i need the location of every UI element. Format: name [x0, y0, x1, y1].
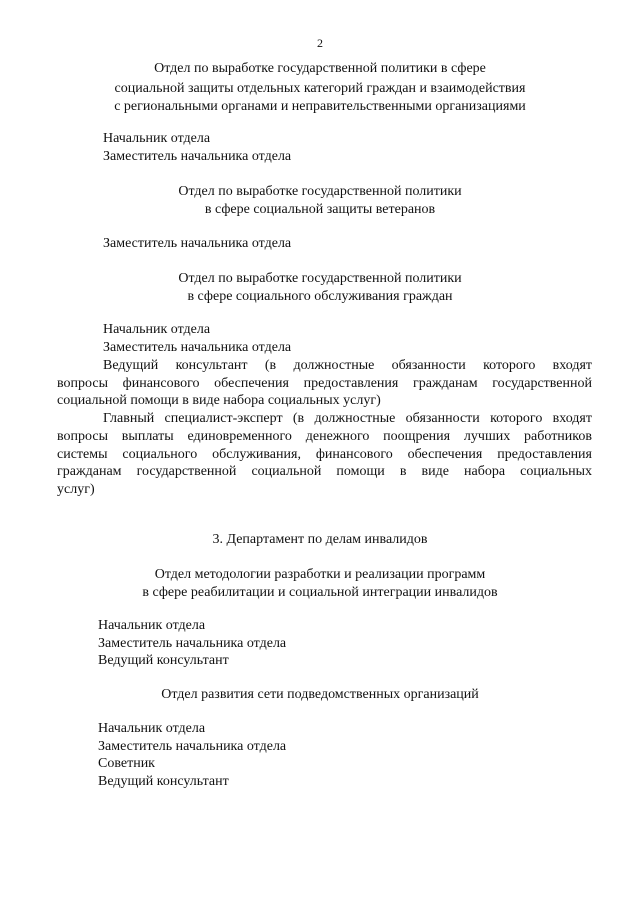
department-title: 3. Департамент по делам инвалидов	[212, 532, 428, 547]
position-head-of-department: Начальник отдела	[103, 131, 211, 146]
page-number: 2	[317, 36, 323, 50]
position-advisor: Советник	[98, 756, 155, 771]
paragraph-lead-consultant-line-2: вопросы финансового обеспечения предоставления гражданам государственной	[57, 376, 592, 391]
position-head-of-department: Начальник отдела	[98, 618, 206, 633]
section-2-heading-line-1: Отдел по выработке государственной политики	[178, 184, 462, 199]
paragraph-lead-consultant-line-3: социальной помощи в виде набора социальных услуг)	[57, 393, 381, 408]
section-3-heading-line-2: в сфере социального обслуживания граждан	[187, 289, 453, 304]
position-deputy-head: Заместитель начальника отдела	[103, 149, 292, 164]
paragraph-chief-specialist-line-4: гражданам государственной социальной помощи в виде набора социальных	[57, 464, 592, 479]
section-1-heading-line-2: социальной защиты отдельных категорий граждан и взаимодействия	[114, 81, 526, 96]
section-2-heading-line-2: в сфере социальной защиты ветеранов	[204, 202, 436, 217]
position-head-of-department: Начальник отдела	[103, 322, 211, 337]
section-1-heading-line-3: с региональными органами и неправительственными организациями	[114, 99, 526, 114]
section-4-heading-line-1: Отдел методологии разработки и реализации программ	[154, 567, 486, 582]
paragraph-chief-specialist-line-2: вопросы выплаты единовременного денежного поощрения лучших работников	[57, 429, 592, 444]
paragraph-chief-specialist-line-3: системы социального обслуживания, финансового обеспечения предоставления	[57, 447, 592, 462]
paragraph-chief-specialist-line-1: Главный специалист-эксперт (в должностные обязанности которого входят	[103, 411, 592, 426]
section-3-heading-line-1: Отдел по выработке государственной политики	[178, 271, 462, 286]
section-5-heading: Отдел развития сети подведомственных организаций	[161, 687, 479, 702]
position-deputy-head: Заместитель начальника отдела	[98, 636, 287, 651]
position-head-of-department: Начальник отдела	[98, 721, 206, 736]
paragraph-chief-specialist-line-5: услуг)	[57, 482, 95, 497]
section-4-heading-line-2: в сфере реабилитации и социальной интеграции инвалидов	[142, 585, 498, 600]
position-deputy-head: Заместитель начальника отдела	[98, 739, 287, 754]
position-deputy-head: Заместитель начальника отдела	[103, 340, 292, 355]
position-lead-consultant: Ведущий консультант	[98, 653, 229, 668]
section-1-heading-line-1: Отдел по выработке государственной политики в сфере	[154, 61, 486, 76]
paragraph-lead-consultant-line-1: Ведущий консультант (в должностные обязанности которого входят	[103, 358, 592, 373]
position-deputy-head: Заместитель начальника отдела	[103, 236, 292, 251]
position-lead-consultant: Ведущий консультант	[98, 774, 229, 789]
